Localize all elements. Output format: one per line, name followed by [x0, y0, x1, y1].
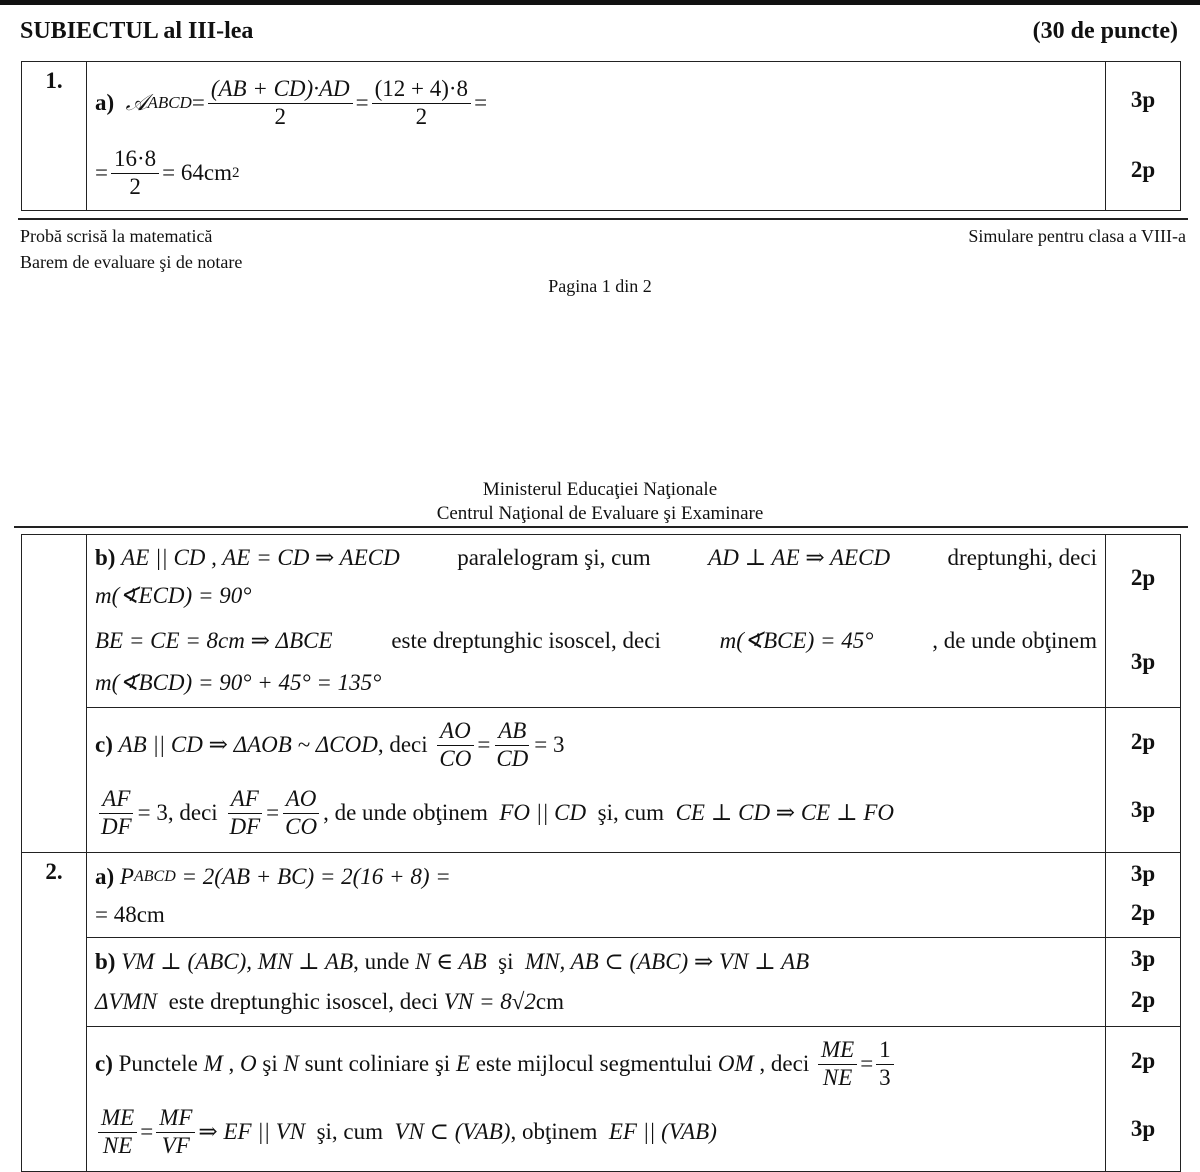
fraction-numerator: (AB + CD)·AD: [208, 76, 353, 103]
footer-class: Simulare pentru clasa a VIII-a: [968, 226, 1186, 246]
fraction-denominator: DF: [229, 813, 261, 839]
text: paralelogram şi, cum: [457, 545, 651, 570]
text: , de unde obţinem: [932, 628, 1097, 653]
points-value: 3p: [1130, 1116, 1156, 1141]
point-label: N: [283, 1051, 299, 1076]
area-symbol: 𝒜: [125, 90, 148, 115]
superscript: 2: [231, 164, 240, 181]
points-value: 3p: [1130, 861, 1156, 886]
fraction-me-ne: [818, 1037, 857, 1091]
points-value: 3p: [1130, 649, 1156, 674]
fraction-af-df: [98, 786, 135, 840]
fraction-denominator: 2: [274, 103, 286, 129]
ministry-name: Ministerul Educaţiei Naţionale: [482, 479, 718, 500]
segment-label: OM: [717, 1051, 754, 1076]
points-value: 2p: [1130, 900, 1156, 925]
fraction-ab-cd: [493, 718, 531, 772]
math-expression: FO || CD: [499, 800, 587, 825]
point-label: M: [203, 1051, 223, 1076]
footer-exam-name: Probă scrisă la matematică: [20, 226, 213, 246]
fraction-numerator: AO: [283, 786, 320, 813]
fraction-one-third: [876, 1037, 894, 1091]
area-result-fraction: [111, 146, 159, 200]
fraction-denominator: CO: [285, 813, 318, 839]
text: dreptunghi, deci: [947, 545, 1097, 570]
fraction-numerator: (12 + 4)·8: [372, 76, 471, 103]
points-column-2c: [1106, 1027, 1181, 1172]
item-number-empty: [22, 535, 87, 853]
points-value: 3p: [1130, 87, 1156, 112]
header-rule: [14, 526, 1188, 528]
fraction-numerator: AO: [437, 718, 474, 745]
fraction-numerator: ME: [818, 1037, 857, 1064]
text: , obţinem: [510, 1119, 598, 1144]
fraction-ao-co: [282, 786, 320, 840]
fraction-ao-co: [436, 718, 474, 772]
item-number-1: 1.: [22, 62, 87, 211]
item-2a-content: [87, 853, 1106, 938]
equals: =: [860, 1051, 874, 1076]
points-column-1c: [1106, 708, 1181, 853]
fraction-denominator: CD: [496, 745, 529, 771]
equals: =: [477, 732, 491, 757]
points-column-1b: [1106, 535, 1181, 708]
area-values-fraction: [372, 76, 471, 130]
label-a: a): [95, 90, 115, 115]
item-1c-line2: [95, 778, 1097, 848]
label-c: c): [95, 1051, 113, 1076]
item-1a-line2: [95, 140, 1097, 206]
points-column-1a: [1106, 62, 1181, 211]
text: Punctele: [118, 1051, 198, 1076]
fraction-denominator: 2: [129, 173, 141, 199]
math-expression: VN ⊂ (VAB): [394, 1119, 511, 1144]
math-expression: EF || (VAB): [608, 1119, 717, 1144]
fraction-denominator: NE: [102, 1132, 133, 1158]
item-2c-line1: [95, 1031, 1097, 1097]
item-2b-line2: [95, 982, 1097, 1022]
text: ,: [228, 1051, 235, 1076]
text: este mijlocul segmentului: [475, 1051, 713, 1076]
fraction-numerator: AF: [228, 786, 262, 813]
center-name: Centrul Naţional de Evaluare şi Examinare: [436, 503, 764, 524]
fraction-me-ne: [98, 1105, 137, 1159]
fraction-denominator: DF: [101, 813, 132, 839]
equals: =: [474, 90, 488, 115]
footer-barem: Barem de evaluare şi de notare: [20, 252, 243, 272]
item-2c-content: [87, 1027, 1106, 1172]
item-1b-line3: [95, 615, 1097, 663]
point-label: E: [455, 1051, 471, 1076]
text: sunt coliniare şi: [304, 1051, 451, 1076]
subject-title: SUBIECTUL al III-lea: [20, 18, 254, 44]
math-expression: ⇒ EF || VN: [198, 1119, 306, 1144]
points-value: 2p: [1130, 1048, 1156, 1073]
unit: cm: [535, 989, 564, 1014]
math-expression: AE || CD , AE = CD ⇒ AECD: [121, 545, 400, 570]
top-border: [0, 0, 1200, 5]
text: este dreptunghic isoscel, deci: [391, 628, 661, 653]
fraction-denominator: VF: [161, 1132, 190, 1158]
point-label: O: [240, 1051, 257, 1076]
fraction-mf-vf: [156, 1105, 195, 1159]
fraction-numerator: ME: [98, 1105, 137, 1132]
item-1c-line1: [95, 712, 1097, 778]
fraction-numerator: 1: [876, 1037, 894, 1064]
fraction-numerator: AB: [495, 718, 529, 745]
points-column-2b: [1106, 938, 1181, 1027]
equals: =: [266, 800, 280, 825]
item-2b-content: [87, 938, 1106, 1027]
points-value: 2p: [1130, 565, 1156, 590]
text: , deci: [377, 732, 428, 757]
math-expression: AD ⊥ AE ⇒ AECD: [708, 545, 891, 570]
text: şi, cum: [316, 1119, 384, 1144]
item-1a-line1: [95, 66, 1097, 140]
ratio-value: = 3: [534, 732, 565, 757]
fraction-denominator: NE: [822, 1064, 853, 1090]
text: şi, cum: [597, 800, 665, 825]
math-expression: ΔVMN: [95, 989, 158, 1014]
points-total: (30 de puncte): [1032, 18, 1178, 44]
math-expression: N ∈ AB: [415, 949, 487, 974]
points-value: 3p: [1130, 946, 1156, 971]
perimeter-subscript: ABCD: [133, 868, 176, 885]
points-column-2a: [1106, 853, 1181, 938]
fraction-denominator: 2: [415, 103, 428, 129]
page-number: Pagina 1 din 2: [548, 276, 652, 296]
item-number-2: 2.: [22, 853, 87, 1172]
item-1a-content: [87, 62, 1106, 211]
equals: =: [140, 1119, 154, 1144]
area-subscript: ABCD: [147, 93, 192, 112]
text: = 3, deci: [137, 800, 218, 825]
math-expression: VN = 8√2: [443, 989, 536, 1014]
label-b: b): [95, 545, 116, 570]
math-expression: m(∢ECD) = 90°: [95, 583, 252, 608]
points-value: 2p: [1130, 987, 1156, 1012]
equals: =: [191, 90, 205, 115]
text: , de unde obţinem: [323, 800, 488, 825]
perimeter-result: = 48cm: [95, 902, 165, 927]
item-1b-content: [87, 535, 1106, 708]
perimeter-symbol: P: [119, 864, 134, 889]
math-expression: = 2(AB + BC) = 2(16 + 8) =: [181, 864, 451, 889]
math-expression: m(∢BCE) = 45°: [719, 628, 874, 653]
label-a: a): [95, 864, 115, 889]
label-b: b): [95, 949, 116, 974]
area-formula-fraction: [208, 76, 353, 130]
footer-rule: [18, 218, 1188, 220]
equals: =: [95, 160, 108, 185]
label-c: c): [95, 732, 113, 757]
text: , deci: [759, 1051, 810, 1076]
text: , unde: [353, 949, 410, 974]
barem-table-page2: [21, 534, 1181, 1172]
area-result: = 64cm: [162, 160, 232, 185]
text: şi: [498, 949, 514, 974]
fraction-af-df: [226, 786, 263, 840]
math-expression: AB || CD ⇒ ΔAOB ~ ΔCOD: [118, 732, 378, 757]
fraction-numerator: 16·8: [111, 146, 159, 173]
item-2a-line1: [95, 857, 1097, 897]
points-value: 2p: [1130, 729, 1156, 754]
math-expression: m(∢BCD) = 90° + 45° = 135°: [95, 670, 382, 695]
math-expression: MN, AB ⊂ (ABC) ⇒ VN ⊥ AB: [525, 949, 810, 974]
equals: =: [355, 90, 369, 115]
item-2c-line2: [95, 1097, 1097, 1167]
text: şi: [262, 1051, 278, 1076]
points-value: 3p: [1130, 797, 1156, 822]
text: este dreptunghic isoscel, deci: [168, 989, 439, 1014]
barem-table-page1: [21, 61, 1181, 211]
item-1b-line1: [95, 539, 1097, 577]
math-expression: CE ⊥ CD ⇒ CE ⊥ FO: [675, 800, 894, 825]
fraction-denominator: 3: [879, 1064, 891, 1090]
fraction-numerator: MF: [156, 1105, 195, 1132]
item-1c-content: [87, 708, 1106, 853]
item-2b-line1: [95, 942, 1097, 982]
fraction-denominator: CO: [439, 745, 472, 771]
math-expression: VM ⊥ (ABC), MN ⊥ AB: [121, 949, 354, 974]
fraction-numerator: AF: [99, 786, 133, 813]
points-value: 2p: [1130, 157, 1156, 182]
math-expression: BE = CE = 8cm ⇒ ΔBCE: [95, 628, 333, 653]
